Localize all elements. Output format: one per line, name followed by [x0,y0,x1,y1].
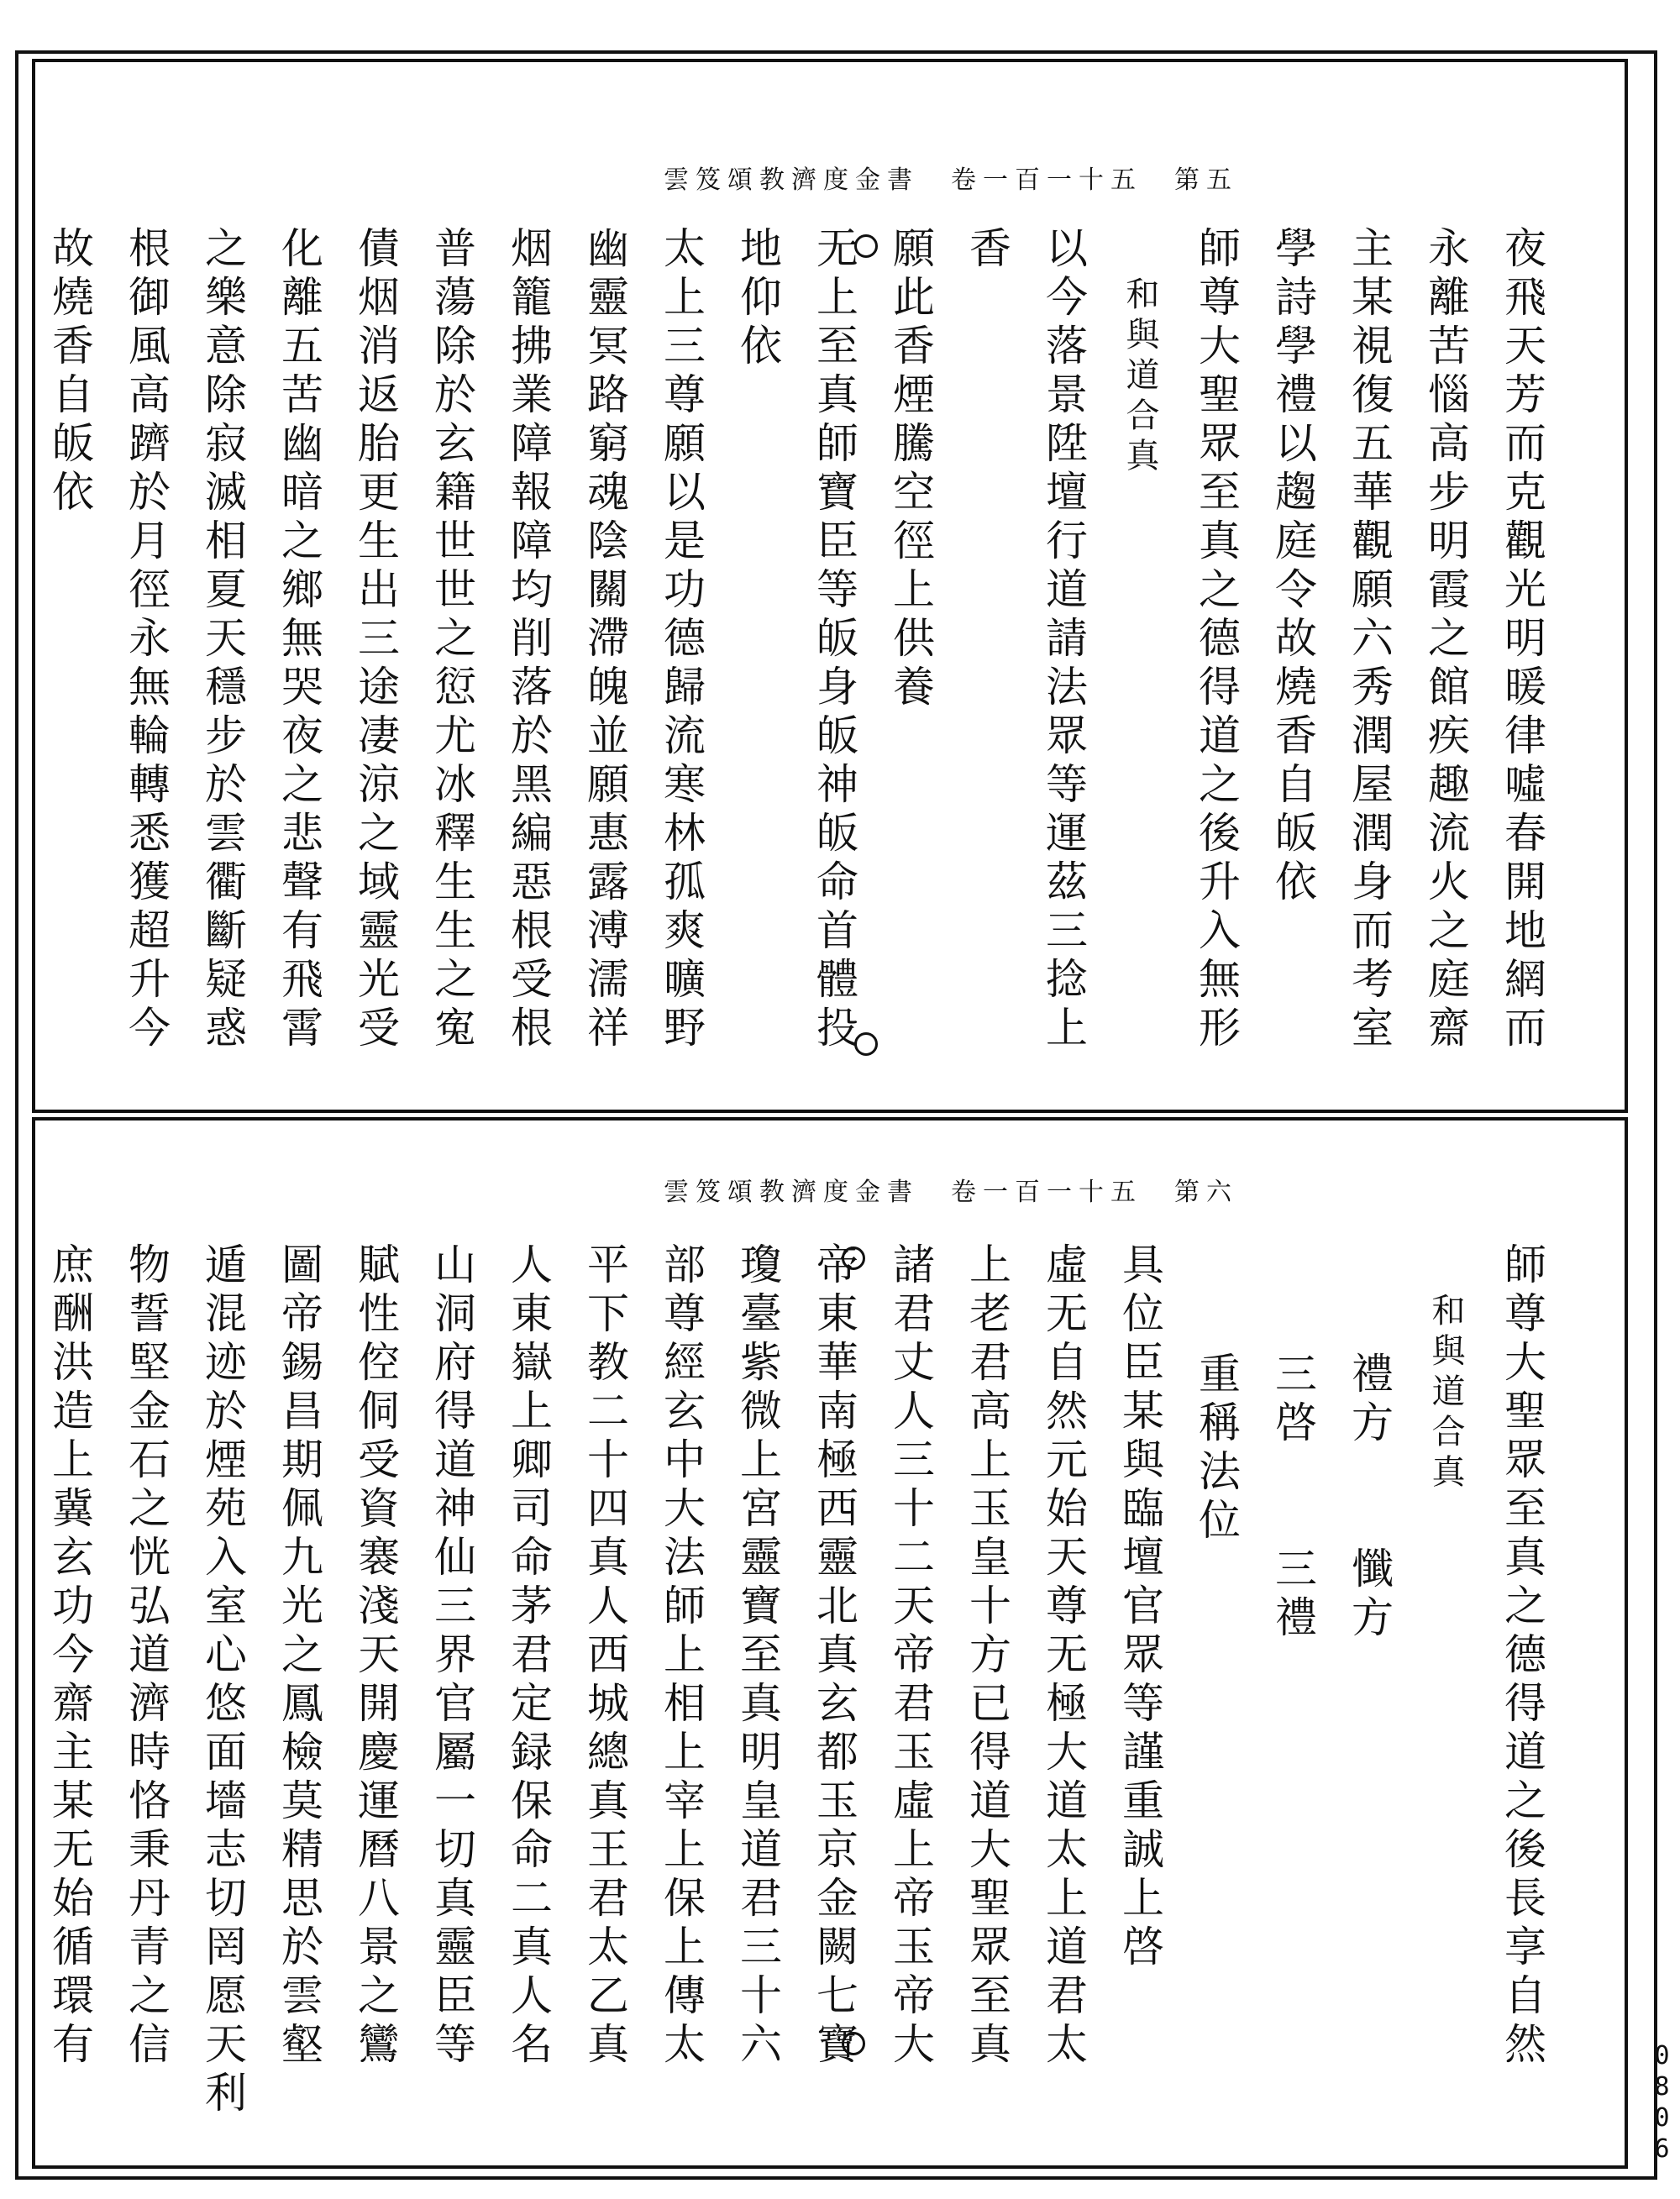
text-column: 師尊大聖眾至真之德得道之後升入無形 [1192,226,1241,1054]
text-column: 學詩學禮以趨庭令故燒香自皈依 [1268,226,1317,908]
text-column: 无上至真師寶臣等皈身皈神皈命首體投 [810,226,858,1054]
text-column: 山洞府得道神仙三界官屬一切真靈臣等 [428,1242,476,2070]
text-column: 賦性倥侗受資褰淺天開慶運曆八景之鸞 [351,1242,400,2070]
text-column: 債烟消返胎更生出三途凄涼之域靈光受 [351,226,400,1054]
text-column: 普蕩除於玄籍世世之愆尤冰釋生生之寃 [428,226,476,1054]
text-column: 和與道合真 [1121,276,1159,478]
text-column: 烟籠拂業障報障均削落於黑編惡根受根 [504,226,553,1054]
top-page-header: 雲笈頌教濟度金書 卷一百一十五 第五 [664,165,1238,195]
text-column: 故燒香自皈依 [45,226,94,518]
text-column: 諸君丈人三十二天帝君玉虛上帝玉帝大 [886,1242,935,2070]
text-column: 之樂意除寂滅相夏天穩步於雲衢斷疑惑 [198,226,247,1054]
punctuation-circle [842,2032,865,2055]
text-column: 具位臣某與臨壇官眾等謹重誠上啓 [1116,1242,1164,1973]
punctuation-circle [842,1246,865,1270]
text-column: 以今落景陞壇行道請法眾等運茲三捻上 [1039,226,1088,1054]
text-column: 圖帝錫昌期佩九光之鳳檢莫精思於雲壑 [275,1242,323,2070]
text-column: 幽靈冥路窮魂陰關滯魄並願惠露溥濡祥 [580,226,629,1054]
text-column: 禮方 懺方 [1345,1351,1394,1644]
text-column: 和與道合真 [1426,1293,1465,1494]
text-column: 帝東華南極西靈北真玄都玉京金闕七寶 [810,1242,858,2070]
text-column: 永離苦惱高步明霞之館疾趣流火之庭齋 [1421,226,1470,1054]
bottom-text-columns [45,1242,1557,2132]
text-column: 太上三尊願以是功德歸流寒林孤爽曠野 [657,226,706,1054]
text-column: 虛无自然元始天尊无極大道太上道君太 [1039,1242,1088,2070]
text-column: 化離五苦幽暗之鄉無哭夜之悲聲有飛霄 [275,226,323,1054]
text-column: 遁混迹於煙苑入室心悠面墻志切罔愿天利 [198,1242,247,2119]
text-column: 部尊經玄中大法師上相上宰上保上傳太 [657,1242,706,2070]
text-column: 地仰依 [733,226,782,372]
text-column: 願此香煙騰空徑上供養 [886,226,935,713]
text-column: 上老君高上玉皇十方已得道大聖眾至真 [963,1242,1011,2070]
top-text-columns [45,226,1557,1076]
page-number: 0806 [1647,2041,1677,2165]
text-column: 根御風高躋於月徑永無輪轉悉獲超升今 [122,226,171,1054]
text-column: 物誓堅金石之恍弘道濟時恪秉丹青之信 [122,1242,171,2070]
text-column: 夜飛天芳而克觀光明暖律噓春開地網而 [1498,226,1546,1054]
bottom-page-panel [32,1117,1628,2169]
text-column: 三啓 三禮 [1268,1351,1317,1644]
text-column: 主某視復五華觀願六秀潤屋潤身而考室 [1345,226,1394,1054]
text-column: 庶酬洪造上冀玄功今齋主某无始循環有 [45,1242,94,2070]
bottom-page-header: 雲笈頌教濟度金書 卷一百一十五 第六 [664,1178,1238,1207]
text-column: 人東嶽上卿司命茅君定録保命二真人名 [504,1242,553,2070]
text-column: 平下教二十四真人西城總真王君太乙真 [580,1242,629,2070]
text-column: 師尊大聖眾至真之德得道之後長享自然 [1498,1242,1546,2070]
punctuation-circle [854,234,878,258]
text-column: 瓊臺紫微上宮靈寶至真明皇道君三十六 [733,1242,782,2070]
text-column: 香 [963,226,1011,275]
punctuation-circle [854,1032,878,1056]
text-column: 重稱法位 [1192,1351,1241,1546]
top-page-panel [32,59,1628,1113]
